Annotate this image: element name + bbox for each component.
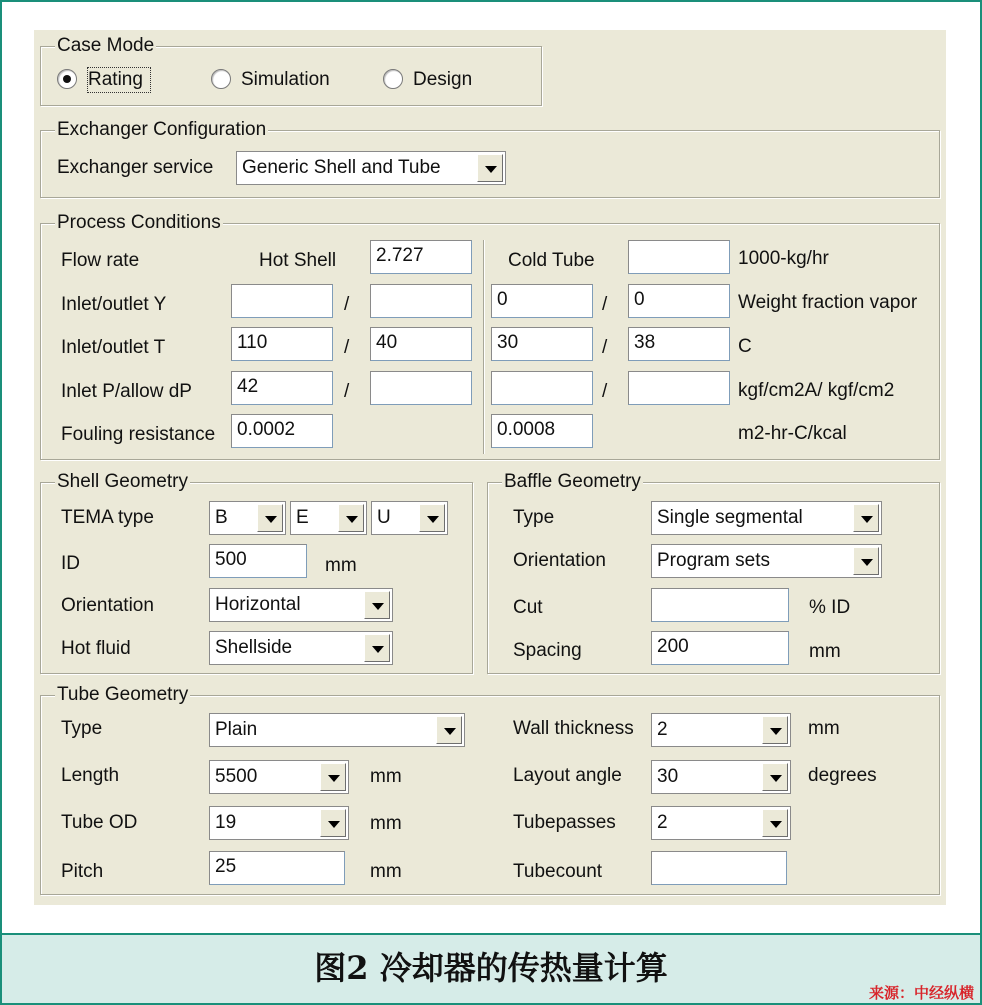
cold-tube-label: Cold Tube: [508, 250, 595, 271]
inlet-p-label: Inlet P/allow dP: [61, 381, 192, 402]
case-mode-title: Case Mode: [57, 35, 155, 56]
chevron-down-icon[interactable]: [853, 504, 879, 532]
design-label[interactable]: Design: [413, 69, 473, 90]
shell-orientation-value: Horizontal: [215, 594, 301, 615]
process-conditions-title: Process Conditions: [57, 212, 221, 233]
tema-front-dropdown[interactable]: [209, 501, 286, 535]
rating-label[interactable]: Rating: [88, 69, 143, 90]
shell-geometry-title: Shell Geometry: [57, 471, 188, 492]
exchanger-config-group: [40, 119, 940, 198]
hot-fluid-dropdown[interactable]: [209, 631, 393, 665]
layout-angle-label: Layout angle: [513, 765, 622, 786]
cold-flow-input[interactable]: [628, 240, 730, 274]
fouling-unit: m2-hr-C/kcal: [738, 423, 847, 444]
y-unit: Weight fraction vapor: [738, 292, 918, 313]
flow-rate-label: Flow rate: [61, 250, 140, 271]
tube-pitch-input[interactable]: 25: [209, 851, 345, 885]
tube-length-dropdown[interactable]: [209, 760, 349, 794]
exchanger-service-dropdown[interactable]: [236, 151, 506, 185]
tubepasses-value: 2: [657, 812, 668, 833]
wall-thickness-value: 2: [657, 719, 668, 740]
hot-t-in-input[interactable]: 110: [231, 327, 333, 361]
tube-od-value: 19: [215, 812, 237, 833]
tube-geometry-group: [40, 684, 940, 895]
hot-dp-input[interactable]: [370, 371, 472, 405]
baffle-type-dropdown[interactable]: [651, 501, 882, 535]
tubecount-input[interactable]: [651, 851, 787, 885]
cold-t-in-input[interactable]: 30: [491, 327, 593, 361]
cold-y-out-input[interactable]: 0: [628, 284, 730, 318]
hot-fouling-input[interactable]: 0.0002: [231, 414, 333, 448]
exchanger-service-value: Generic Shell and Tube: [242, 157, 441, 178]
shell-id-unit: mm: [325, 555, 357, 576]
tubepasses-dropdown[interactable]: [651, 806, 791, 840]
hot-cold-divider: [483, 240, 485, 454]
hot-fluid-value: Shellside: [215, 637, 293, 658]
layout-angle-dropdown[interactable]: [651, 760, 791, 794]
cold-y-in-input[interactable]: 0: [491, 284, 593, 318]
baffle-geometry-title: Baffle Geometry: [504, 471, 641, 492]
inlet-t-label: Inlet/outlet T: [61, 337, 166, 358]
baffle-cut-input[interactable]: [651, 588, 789, 622]
simulation-radio[interactable]: [211, 69, 231, 89]
chevron-down-icon[interactable]: [338, 504, 364, 532]
tema-front-value: B: [215, 507, 228, 528]
slash-separator: /: [344, 381, 350, 402]
fouling-label: Fouling resistance: [61, 424, 216, 445]
hot-fluid-label: Hot fluid: [61, 638, 131, 659]
p-unit: kgf/cm2A/ kgf/cm2: [738, 380, 895, 401]
baffle-type-value: Single segmental: [657, 507, 803, 528]
case-mode-group: [40, 35, 542, 106]
slash-separator: /: [344, 337, 350, 358]
chevron-down-icon[interactable]: [320, 809, 346, 837]
slash-separator: /: [602, 294, 608, 315]
baffle-spacing-label: Spacing: [513, 640, 582, 661]
inlet-y-label: Inlet/outlet Y: [61, 294, 167, 315]
layout-angle-value: 30: [657, 766, 679, 787]
cold-t-out-input[interactable]: 38: [628, 327, 730, 361]
tube-length-unit: mm: [370, 766, 402, 787]
hot-shell-label: Hot Shell: [259, 250, 337, 271]
chevron-down-icon[interactable]: [762, 763, 788, 791]
chevron-down-icon[interactable]: [419, 504, 445, 532]
tube-pitch-unit: mm: [370, 861, 402, 882]
chevron-down-icon[interactable]: [762, 809, 788, 837]
tema-type-label: TEMA type: [61, 507, 154, 528]
simulation-label[interactable]: Simulation: [241, 69, 330, 90]
rating-radio[interactable]: [57, 69, 77, 89]
baffle-geometry-group: [487, 471, 940, 674]
baffle-orientation-value: Program sets: [657, 550, 770, 571]
tube-type-value: Plain: [215, 719, 258, 740]
slash-separator: /: [602, 337, 608, 358]
process-conditions-group: [40, 212, 940, 460]
tube-length-label: Length: [61, 765, 120, 786]
cold-fouling-input[interactable]: 0.0008: [491, 414, 593, 448]
exchanger-service-label: Exchanger service: [57, 157, 214, 178]
slash-separator: /: [602, 381, 608, 402]
figure-caption: 图2 冷却器的传热量计算: [314, 949, 668, 987]
tube-length-value: 5500: [215, 766, 258, 787]
chevron-down-icon[interactable]: [364, 634, 390, 662]
source-credit: 来源：中经纵横: [868, 984, 974, 1002]
chevron-down-icon[interactable]: [364, 591, 390, 619]
chevron-down-icon[interactable]: [257, 504, 283, 532]
chevron-down-icon[interactable]: [477, 154, 503, 182]
baffle-spacing-unit: mm: [809, 641, 841, 662]
tema-shell-value: E: [296, 507, 309, 528]
wall-thickness-unit: mm: [808, 718, 840, 739]
tube-od-label: Tube OD: [61, 812, 138, 833]
input-form-panel: [34, 30, 946, 905]
wall-thickness-dropdown[interactable]: [651, 713, 791, 747]
tube-type-label: Type: [61, 718, 103, 739]
baffle-spacing-input[interactable]: 200: [651, 631, 789, 665]
wall-thickness-label: Wall thickness: [513, 718, 634, 739]
layout-angle-unit: degrees: [808, 765, 877, 786]
shell-geometry-group: [40, 471, 473, 674]
hot-y-out-input[interactable]: [370, 284, 472, 318]
tubecount-label: Tubecount: [513, 861, 603, 882]
baffle-orientation-dropdown[interactable]: [651, 544, 882, 578]
chevron-down-icon[interactable]: [853, 547, 879, 575]
baffle-cut-unit: % ID: [809, 597, 851, 618]
hot-t-out-input[interactable]: 40: [370, 327, 472, 361]
shell-orientation-dropdown[interactable]: [209, 588, 393, 622]
baffle-orientation-label: Orientation: [513, 550, 606, 571]
cold-dp-input[interactable]: [628, 371, 730, 405]
t-unit: C: [738, 336, 752, 357]
hot-flow-input[interactable]: 2.727: [370, 240, 472, 274]
tube-pitch-label: Pitch: [61, 861, 104, 882]
exchanger-config-title: Exchanger Configuration: [57, 119, 267, 140]
tubepasses-label: Tubepasses: [513, 812, 616, 833]
shell-id-input[interactable]: 500: [209, 544, 307, 578]
tema-shell-dropdown[interactable]: [290, 501, 367, 535]
baffle-type-label: Type: [513, 507, 555, 528]
hot-y-in-input[interactable]: [231, 284, 333, 318]
chevron-down-icon[interactable]: [436, 716, 462, 744]
shell-orientation-label: Orientation: [61, 595, 154, 616]
slash-separator: /: [344, 294, 350, 315]
hot-p-in-input[interactable]: 42: [231, 371, 333, 405]
flow-unit: 1000-kg/hr: [738, 248, 829, 269]
design-radio[interactable]: [383, 69, 403, 89]
cold-p-in-input[interactable]: [491, 371, 593, 405]
tube-geometry-title: Tube Geometry: [57, 684, 189, 705]
tube-od-unit: mm: [370, 813, 402, 834]
tube-od-dropdown[interactable]: [209, 806, 349, 840]
baffle-cut-label: Cut: [513, 597, 543, 618]
shell-id-label: ID: [61, 553, 80, 574]
tema-rear-dropdown[interactable]: [371, 501, 448, 535]
tema-rear-value: U: [377, 507, 391, 528]
tube-type-dropdown[interactable]: [209, 713, 465, 747]
chevron-down-icon[interactable]: [320, 763, 346, 791]
chevron-down-icon[interactable]: [762, 716, 788, 744]
